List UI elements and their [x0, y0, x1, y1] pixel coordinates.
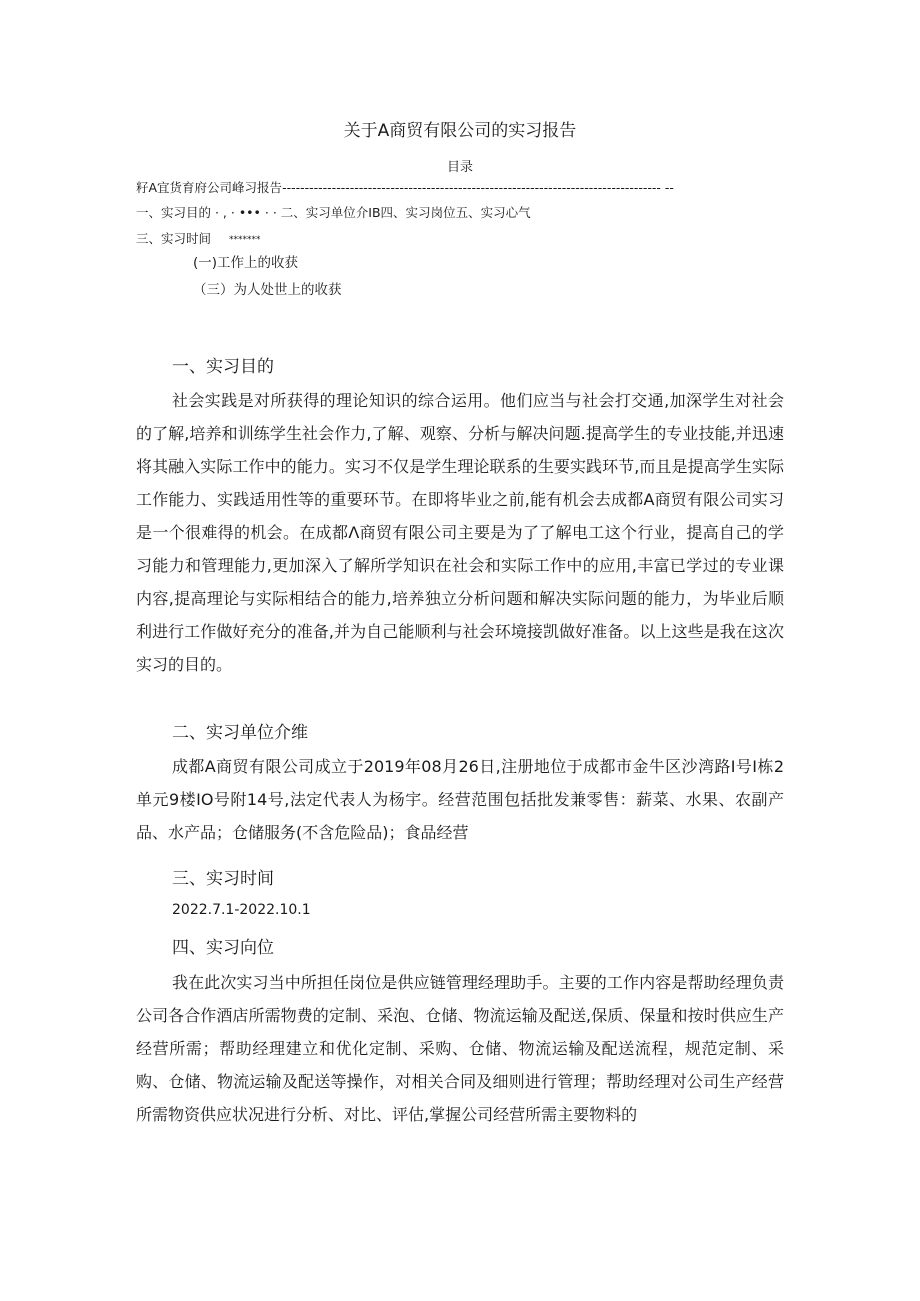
company-paragraph: 成都A商贸有限公司成立于2019年08月26日,注册地位于成都市金牛区沙湾路I号I栋2单元9楼IO号附14号,法定代表人为杨宇。经营范围包括批发兼零售：薪菜、水果、农副产品、水产品；仓储服务(不含危险品)；食品经营: [136, 757, 784, 842]
toc-line-time: [136, 229, 261, 247]
purpose-paragraph: 社会实践是对所获得的理论知识的综合运用。他们应当与社会打交通,加深学生对社会的了解,培养和训练学生社会作力,了解、观察、分析与解决问题.提高学生的专业技能,并迅速将其融入实际工作中的能力。实习不仅是学生理论联系的生要实践环节,而且是提高学生实际工作能力、实践适用性等的重要环节。在即将毕业之前,能有机会去成都A商贸有限公司实习是一个很难得的机会。在成都Λ商贸有限公司主要是为了了解电工这个行业，提高自己的学习能力和管理能力,更加深入了解所学知识在社会和实际工作中的应用,丰富已学过的专业课内容,提高理论与实际相结合的能力,培养独立分析问题和解决实际问题的能力，为毕业后顺利进行工作做好充分的准备,并为自己能顺利与社会环境接凯做好准备。以上这些是我在这次实习的目的。: [136, 391, 784, 674]
toc-line-sections: 一、实习目的 · , · ••• · · 二、实习单位介IB四、实习岗位五、实习心气: [136, 205, 531, 220]
toc-line-life-gain: （三）为人处世上的收获: [193, 282, 342, 298]
section-heading-company: 二、实习单位介维: [172, 723, 308, 743]
toc-line-report: [136, 178, 674, 196]
position-paragraph: 我在此次实习当中所担任岗位是供应链管理经理助手。主要的工作内容是帮助经理负责公司各合作酒店所需物费的定制、采泡、仓储、物流运输及配送,保质、保量和按时供应生产经营所需；帮助经理建立和优化定制、采购、仓储、物流运输及配送流程，规范定制、采购、仓储、物流运输及配送等操作，对相关合同及细则进行管理；帮助经理对公司生产经营所需物资供应状况进行分析、对比、评估,掌握公司经营所需主要物料的: [136, 973, 784, 1124]
toc-report-label: 籽A宜货育府公司峰习报告: [136, 180, 283, 195]
toc-line-work-gain: (一)工作上的收获: [193, 255, 299, 271]
section-body-purpose: [136, 384, 784, 681]
section-heading-position: 四、实习向位: [172, 938, 274, 958]
toc-time-label: 三、实习时间: [136, 231, 212, 246]
toc-time-marks: *******: [229, 234, 261, 245]
toc-leader: ------------------------------------------------------------------------------------ --: [282, 180, 674, 195]
toc-heading: 目录: [446, 160, 473, 175]
section-heading-time: 三、实习时间: [172, 869, 274, 889]
section-body-position: [136, 966, 784, 1131]
document-title: 关于A商贸有限公司的实习报告: [343, 121, 577, 141]
section-heading-purpose: 一、实习目的: [172, 357, 274, 377]
internship-period: 2022.7.1-2022.10.1: [172, 902, 311, 918]
section-body-company: [136, 750, 784, 849]
